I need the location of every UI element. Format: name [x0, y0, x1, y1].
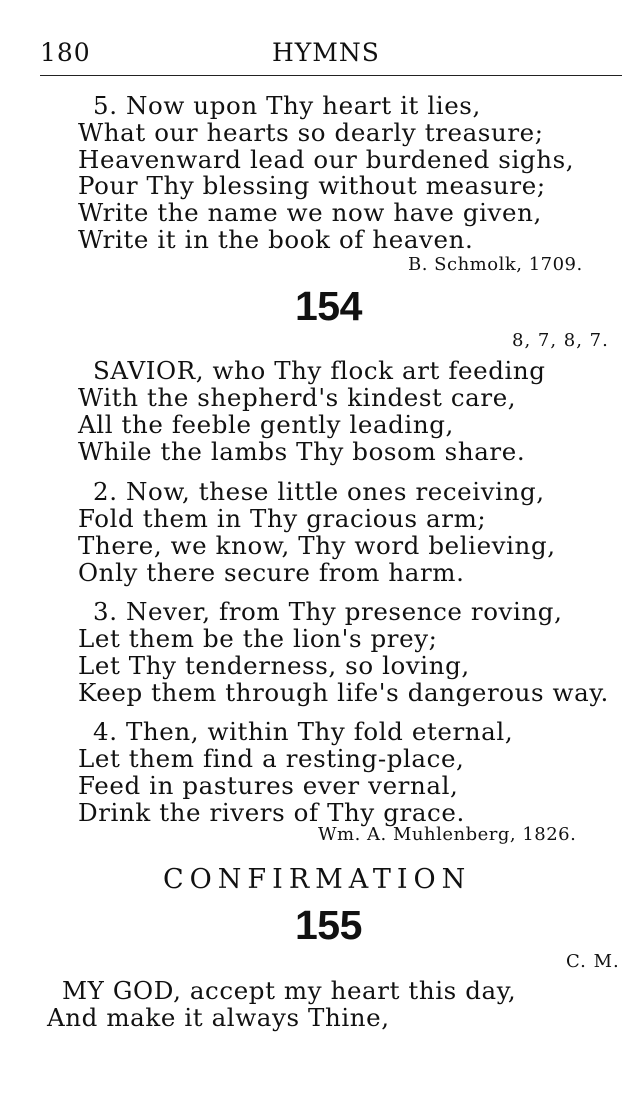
verse-line: And make it always Thine,	[47, 1003, 390, 1032]
verse-line: 5. Now upon Thy heart it lies,	[93, 91, 481, 120]
page-header	[40, 38, 622, 72]
verse-line: Feed in pastures ever vernal,	[78, 771, 459, 800]
hymn-155-meter: C. M.	[566, 951, 620, 972]
verse-line: Drink the rivers of Thy grace.	[78, 798, 465, 827]
verse-line: Heavenward lead our burdened sighs,	[78, 145, 575, 174]
verse-line: Keep them through life's dangerous way.	[78, 678, 609, 707]
page-number: 180	[40, 38, 91, 67]
verse-line: Let them be the lion's prey;	[78, 624, 438, 653]
header-rule	[40, 75, 622, 76]
section-title: CONFIRMATION	[163, 864, 472, 895]
verse-line: What our hearts so dearly treasure;	[78, 118, 544, 147]
verse-line: Only there secure from harm.	[78, 558, 465, 587]
verse-line: Write it in the book of heaven.	[78, 225, 474, 254]
verse-line: With the shepherd's kindest care,	[78, 383, 517, 412]
hymn-154-attribution: Wm. A. Muhlenberg, 1826.	[318, 824, 577, 845]
hymn-155-number: 155	[295, 902, 362, 948]
verse-line: Let Thy tenderness, so loving,	[78, 651, 470, 680]
hymn-154-number: 154	[295, 283, 362, 329]
verse-line: While the lambs Thy bosom share.	[78, 437, 526, 466]
verse-line: MY GOD, accept my heart this day,	[62, 976, 517, 1005]
verse-line: Pour Thy blessing without measure;	[78, 171, 546, 200]
verse-line: There, we know, Thy word believing,	[78, 531, 556, 560]
verse-line: 4. Then, within Thy fold eternal,	[93, 717, 514, 746]
verse-line: 2. Now, these little ones receiving,	[93, 477, 545, 506]
running-title: HYMNS	[272, 38, 380, 67]
verse-line: Fold them in Thy gracious arm;	[78, 504, 487, 533]
hymn-153-attribution: B. Schmolk, 1709.	[408, 254, 583, 275]
verse-line: 3. Never, from Thy presence roving,	[93, 597, 563, 626]
hymn-154-meter: 8, 7, 8, 7.	[512, 330, 609, 351]
verse-line: SAVIOR, who Thy flock art feeding	[93, 356, 546, 385]
verse-line: All the feeble gently leading,	[78, 410, 454, 439]
verse-line: Let them find a resting-place,	[78, 744, 465, 773]
verse-line: Write the name we now have given,	[78, 198, 542, 227]
